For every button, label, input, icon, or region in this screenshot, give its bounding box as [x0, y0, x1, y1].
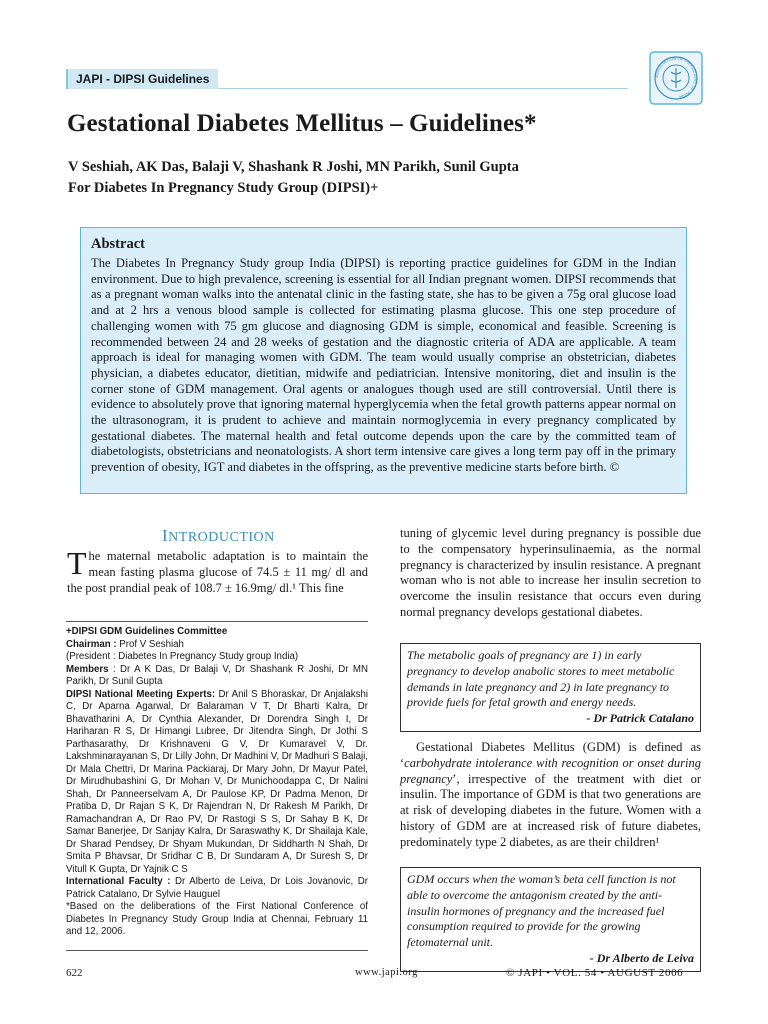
quote-text: The metabolic goals of pregnancy are 1) in early pregnancy to develop anabolic stores to meet metabolic demands in late pregnancy and 2) in late pregnancy to provide fuels for fetal growth and energy needs.	[407, 648, 675, 710]
committee-footnote: *Based on the deliberations of the First National Conference of Diabetes In Pregnancy Study Group India at Chennai, February 11 and 12, 2006.	[66, 901, 368, 937]
article-title: Gestational Diabetes Mellitus – Guidelines*	[67, 110, 537, 137]
intl-label: International Faculty :	[66, 876, 171, 887]
president: (President : Diabetes In Pregnancy Study group India)	[66, 651, 299, 662]
experts: Dr Anil S Bhoraskar, Dr Anjalakshi C, Dr Aparna Agarwal, Dr Balaraman V T, Dr Bharti Kalra, Dr Bhavatharini A, Dr Cynthia Alexander, Dr Dorendra Singh I, Dr Hariharan R S, Dr Himangi Lubree, Dr Jitendra Singh, Dr Jothi S Parthasarathy, Dr Krishnaveni G V, Dr Kumaravel V, Dr. Lakshminarayanan S, Dr Lilly John, Dr Madhini V, Dr Madhuri S Balaji, Dr Mala Chettri, Dr Marina Packiaraj, Dr Mary John, Dr Mayur Patel, Dr Mirudhubashini G, Dr Mohan V, Dr Munichoodappa C, Dr Nalini Shah, Dr Panneerselvam A, Dr Paulose KP, Dr Padma Menon, Dr Pratiba D, Dr Rajan S K, Dr Rajendran N, Dr Rakesh M Parikh, Dr Ramachandran A, Dr Rao PV, Dr Rastogi S S, Dr Sahay B K, Dr Samar Banerjee, Dr Sanjay Kalra, Dr Saraswathy K, Dr Shailaja Kale, Dr Sharad Pendsey, Dr Shyam Mukundan, Dr Siddharth N Shah, Dr Smita P Bhavsar, Dr Sridhar C B, Dr Sundaram A, Dr Suresh S, Dr Vitull K Gupta, Dr Yajnik C S	[66, 688, 368, 875]
gdm-definition: carbohydrate intolerance with recognition or onset during pregnancy	[400, 755, 701, 786]
quote-author: - Dr Alberto de Leiva	[589, 950, 694, 965]
experts-label: DIPSI National Meeting Experts:	[66, 688, 216, 700]
members: : Dr A K Das, Dr Balaji V, Dr Shashank R Joshi, Dr MN Parikh, Dr Sunil Gupta	[66, 663, 368, 687]
chairman-label: Chairman :	[66, 638, 117, 650]
svg-text:ASSOCIATION OF PHYSICIANS OF I: ASSOCIATION OF PHYSICIANS OF INDIA	[653, 55, 699, 100]
association-seal-icon	[648, 50, 704, 106]
para2-rest: ’, irrespective of the treatment with diet or insulin. The importance of GDM is that two generations are at risk of developing diabetes in the future. Women with a history of GDM are at increased risk of future diabetes, predominately type 2 diabetes, as are their children¹	[400, 771, 701, 849]
author-group: For Diabetes In Pregnancy Study Group (DIPSI)+	[68, 180, 379, 196]
heading-cap: I	[162, 526, 169, 545]
journal-url[interactable]: www.japi.org	[355, 967, 418, 978]
journal-citation: © JAPI • VOL. 54 • AUGUST 2006	[506, 967, 684, 979]
tag-rule	[218, 88, 628, 89]
heading-rest: NTRODUCTION	[168, 530, 275, 545]
intl-faculty: Dr Alberto de Leiva, Dr Lois Jovanovic, Dr Patrick Catalano, Dr Sylvie Hauguel	[66, 876, 368, 900]
page-number: 622	[66, 967, 83, 979]
abstract-heading: Abstract	[91, 236, 145, 252]
right-paragraph-1: tuning of glycemic level during pregnancy is possible due to the compensatory hyperinsulinaemia, as the normal pregnancy is characterized by insulin resistance. A pregnant woman who is not able to increase her insulin secretion to overcome the insulin resistance that occurs even during normal pregnancy develops gestational diabetes.	[400, 526, 701, 619]
abstract-box	[80, 227, 687, 494]
intro-text: he maternal metabolic adaptation is to maintain the mean fasting plasma glucose of 74.5 ± 11 mg/ dl and the post prandial peak of 108.7 ± 16.9mg/ dl.¹ This fine	[67, 549, 368, 595]
members-label: Members	[66, 663, 109, 675]
committee-title: +DIPSI GDM Guidelines Committee	[66, 626, 228, 637]
quote-text: GDM occurs when the woman’s beta cell function is not able to overcome the antagonism created by the anti-insulin hormones of pregnancy and the increased fuel consumption required to provide for the growing fetomaternal unit.	[407, 872, 676, 950]
para2-lead: Gestational Diabetes Mellitus (GDM) is defined as ‘	[400, 740, 701, 770]
chairman: Prof V Seshiah	[116, 638, 184, 650]
author-block	[68, 157, 519, 199]
abstract-text: The Diabetes In Pregnancy Study group India (DIPSI) is reporting practice guidelines for GDM in the Indian environment. Due to high prevalence, screening is essential for all Indian pregnant women. DIPSI recommends that as a pregnant woman walks into the antenatal clinic in the fasting state, she has to be given a 75g oral glucose load and at 2 hrs a venous blood sample is collected for estimating plasma glucose. This one step procedure of challenging women with 75 gm glucose and diagnosing GDM is simple, economical and feasible. Screening is recommended between 24 and 28 weeks of gestation and the diagnostic criteria of ADA are applicable. A team approach is ideal for managing women with GDM. The team would usually comprise an obstetrician, diabetes physician, a diabetes educator, dietitian, midwife and pediatrician. Intensive monitoring, diet and insulin is the corner stone of GDM management. Oral agents or analogues though used are still controversial. Until there is evidence to absolutely prove that ignoring maternal hyperglycemia when the fetal growth patterns appear normal on the ultrasonogram, it is prudent to achieve and maintain normoglycemia in every pregnancy complicated by gestational diabetes. The maternal health and fetal outcome depends upon the care by the committed team of diabetologists, obstetricians and neonatologists. A short term intensive care gives a long term pay off in the primary prevention of obesity, IGT and diabetes in the offspring, as the preventive medicine starts before birth. ©	[91, 256, 676, 475]
introduction-paragraph	[67, 545, 368, 596]
quote-box-catalano	[400, 643, 701, 732]
author-list: V Seshiah, AK Das, Balaji V, Shashank R Joshi, MN Parikh, Sunil Gupta	[68, 159, 519, 175]
quote-box-de-leiva	[400, 867, 701, 972]
introduction-heading	[162, 526, 275, 546]
quote-author: - Dr Patrick Catalano	[586, 711, 694, 726]
section-tag: JAPI - DIPSI Guidelines	[66, 69, 218, 89]
committee-box	[66, 621, 368, 951]
drop-cap: T	[67, 545, 87, 581]
right-paragraph-2	[400, 740, 701, 851]
